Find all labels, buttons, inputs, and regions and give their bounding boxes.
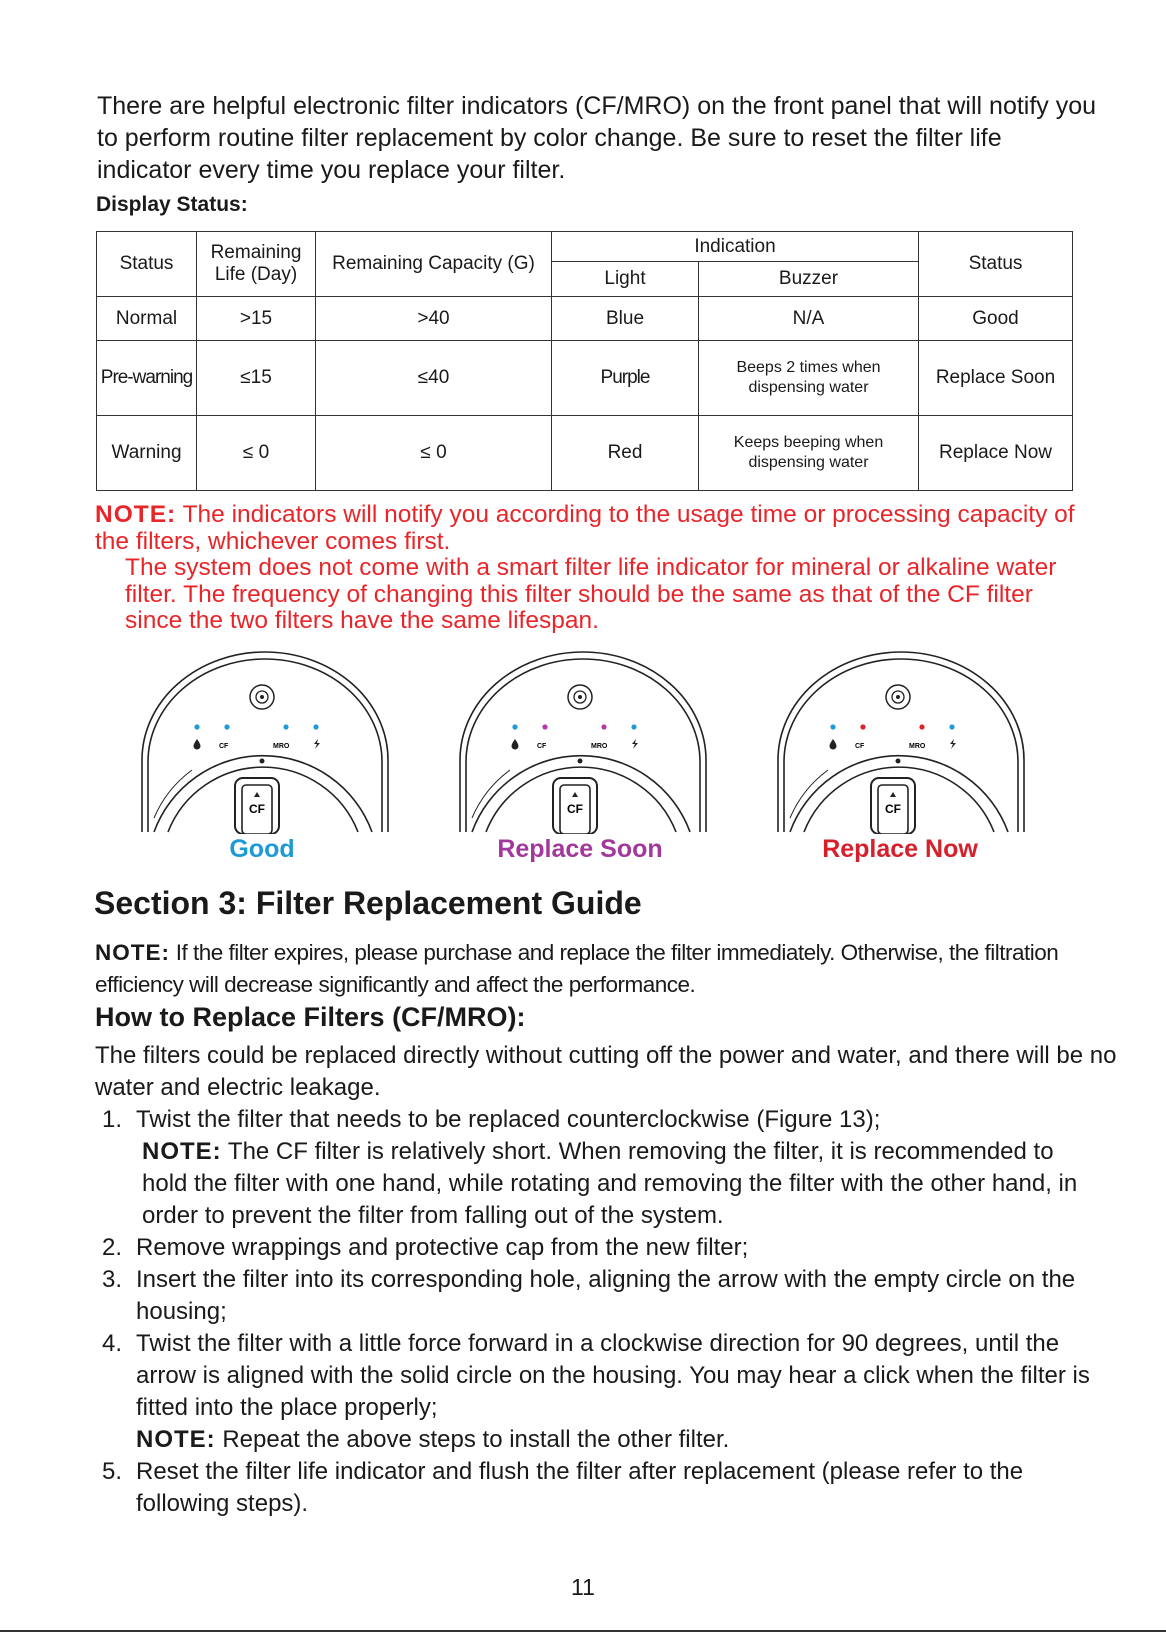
header-light: Light (552, 262, 699, 297)
cell-buzzer: N/A (699, 297, 919, 341)
cell-light: Purple (552, 341, 699, 416)
filter-cf-label: CF (567, 802, 583, 816)
power-icon (568, 685, 592, 709)
cell-light: Blue (552, 297, 699, 341)
header-status: Status (97, 232, 197, 297)
lightning-icon (632, 739, 638, 749)
led-water (194, 724, 199, 729)
cf-label: CF (537, 743, 547, 750)
howto-intro: The filters could be replaced directly without cutting off the power and water, and there will be no water and electric leakage. (95, 1042, 1117, 1101)
howto-title: How to Replace Filters (CF/MRO): (95, 1002, 526, 1032)
expiry-note (95, 937, 1145, 1001)
cell-life: ≤ 0 (197, 416, 316, 491)
note-keyword: NOTE: (142, 1138, 222, 1165)
led-water (830, 724, 835, 729)
note-text: Repeat the above steps to install the other filter. (215, 1426, 730, 1453)
cell-buzzer: Keeps beeping when dispensing water (699, 416, 919, 491)
water-drop-icon (512, 739, 519, 750)
caption-good: Good (229, 835, 295, 863)
step-number: 5. (102, 1458, 123, 1485)
mro-label: MRO (273, 743, 290, 750)
cf-label: CF (219, 743, 229, 750)
cell-buzzer: Beeps 2 times when dispensing water (699, 341, 919, 416)
filter-cf-label: CF (885, 802, 901, 816)
list-item (102, 1104, 1102, 1232)
note-text: The CF filter is relatively short. When removing the filter, it is recommended to hold the filter with one hand, while rotating and removing the filter with the other hand, in order to prevent the filter from falling out of the system. (142, 1138, 1078, 1229)
caption-replace-now: Replace Now (822, 835, 978, 863)
led-power (313, 724, 318, 729)
note-keyword: NOTE: (136, 1426, 216, 1453)
note-keyword: NOTE: (95, 940, 170, 965)
page-number: 11 (571, 1574, 595, 1600)
lightning-icon (314, 739, 320, 749)
cell-result: Replace Soon (919, 341, 1073, 416)
led-power (949, 724, 954, 729)
cell-life: >15 (197, 297, 316, 341)
cell-capacity: ≤ 0 (316, 416, 552, 491)
step-note (136, 1136, 1102, 1232)
display-status-label: Display Status: (96, 193, 248, 216)
cell-status: Normal (97, 297, 197, 341)
table-row (97, 416, 1073, 491)
water-drop-icon (194, 739, 201, 750)
cell-capacity: ≤40 (316, 341, 552, 416)
front-panel-replace-now (776, 650, 1026, 834)
indicator-note (95, 502, 1095, 635)
list-item (102, 1264, 1102, 1328)
led-cf (224, 724, 229, 729)
cell-status: Warning (97, 416, 197, 491)
step-text: Remove wrappings and protective cap from the new filter; (136, 1234, 749, 1261)
power-icon (250, 685, 274, 709)
led-power (631, 724, 636, 729)
header-remaining-life: Remaining Life (Day) (197, 232, 316, 297)
intro-paragraph: There are helpful electronic filter indicators (CF/MRO) on the front panel that will notify you to perform routine filter replacement by color change. Be sure to reset the filter life indicator every time you replace your filter. (97, 92, 1097, 184)
header-indication: Indication (552, 232, 919, 262)
front-panel-illustration (776, 650, 1026, 834)
step-text: Twist the filter that needs to be replaced counterclockwise (Figure 13); (136, 1106, 881, 1133)
front-panel-good (140, 650, 390, 834)
water-drop-icon (830, 739, 837, 750)
cell-status: Pre-warning (97, 341, 197, 416)
note-text: If the filter expires, please purchase and replace the filter immediately. Otherwise, the filtration efficiency will decrease significantly and affect the performance. (95, 940, 1059, 997)
dial-arc-back (472, 770, 510, 818)
step-text: Insert the filter into its corresponding hole, aligning the arrow with the empty circle on the housing; (136, 1266, 1076, 1325)
header-status-right: Status (919, 232, 1073, 297)
dial-arc-back (790, 770, 828, 818)
led-mro (283, 724, 288, 729)
cf-label: CF (855, 743, 865, 750)
list-item (102, 1232, 1102, 1264)
cell-result: Good (919, 297, 1073, 341)
dial-dot (896, 759, 901, 764)
power-icon (886, 685, 910, 709)
led-cf (860, 724, 865, 729)
note-text-mineral: The system does not come with a smart filter life indicator for mineral or alkaline water filter. The frequency of changing this filter should be the same as that of the CF filter since the two filters have the same lifespan. (125, 554, 1057, 634)
page-bottom-rule (0, 1630, 1166, 1632)
mro-label: MRO (909, 743, 926, 750)
step-number: 3. (102, 1266, 123, 1293)
front-panel-replace-soon (458, 650, 708, 834)
led-mro (601, 724, 606, 729)
table-row (97, 297, 1073, 341)
step-number: 4. (102, 1330, 123, 1357)
cell-result: Replace Now (919, 416, 1073, 491)
list-item (102, 1328, 1102, 1456)
led-cf (542, 724, 547, 729)
dial-arc-back (154, 770, 192, 818)
step-note (136, 1424, 1102, 1456)
section-title: Section 3: Filter Replacement Guide (94, 885, 642, 921)
led-water (512, 724, 517, 729)
note-text: The indicators will notify you according to the usage time or processing capacity of the filters, whichever comes first. (95, 501, 1075, 555)
list-item (102, 1456, 1102, 1520)
cell-light: Red (552, 416, 699, 491)
header-remaining-capacity: Remaining Capacity (G) (316, 232, 552, 297)
step-number: 1. (102, 1106, 123, 1133)
dial-dot (578, 759, 583, 764)
front-panel-illustration (140, 650, 390, 834)
table-row (97, 341, 1073, 416)
note-keyword: NOTE: (95, 501, 177, 528)
front-panel-illustration (458, 650, 708, 834)
steps-list (102, 1104, 1102, 1520)
filter-cf-label: CF (249, 802, 265, 816)
header-buzzer: Buzzer (699, 262, 919, 297)
cell-life: ≤15 (197, 341, 316, 416)
status-table (96, 231, 1073, 491)
lightning-icon (950, 739, 956, 749)
dial-dot (260, 759, 265, 764)
step-text: Reset the filter life indicator and flush the filter after replacement (please refer to the following steps). (136, 1458, 1024, 1517)
led-mro (919, 724, 924, 729)
caption-replace-soon: Replace Soon (497, 835, 663, 863)
step-number: 2. (102, 1234, 123, 1261)
step-text: Twist the filter with a little force forward in a clockwise direction for 90 degrees, until the arrow is aligned with the solid circle on the housing. You may hear a click when the filter is fitted into the place properly; (136, 1330, 1090, 1421)
mro-label: MRO (591, 743, 608, 750)
cell-capacity: >40 (316, 297, 552, 341)
